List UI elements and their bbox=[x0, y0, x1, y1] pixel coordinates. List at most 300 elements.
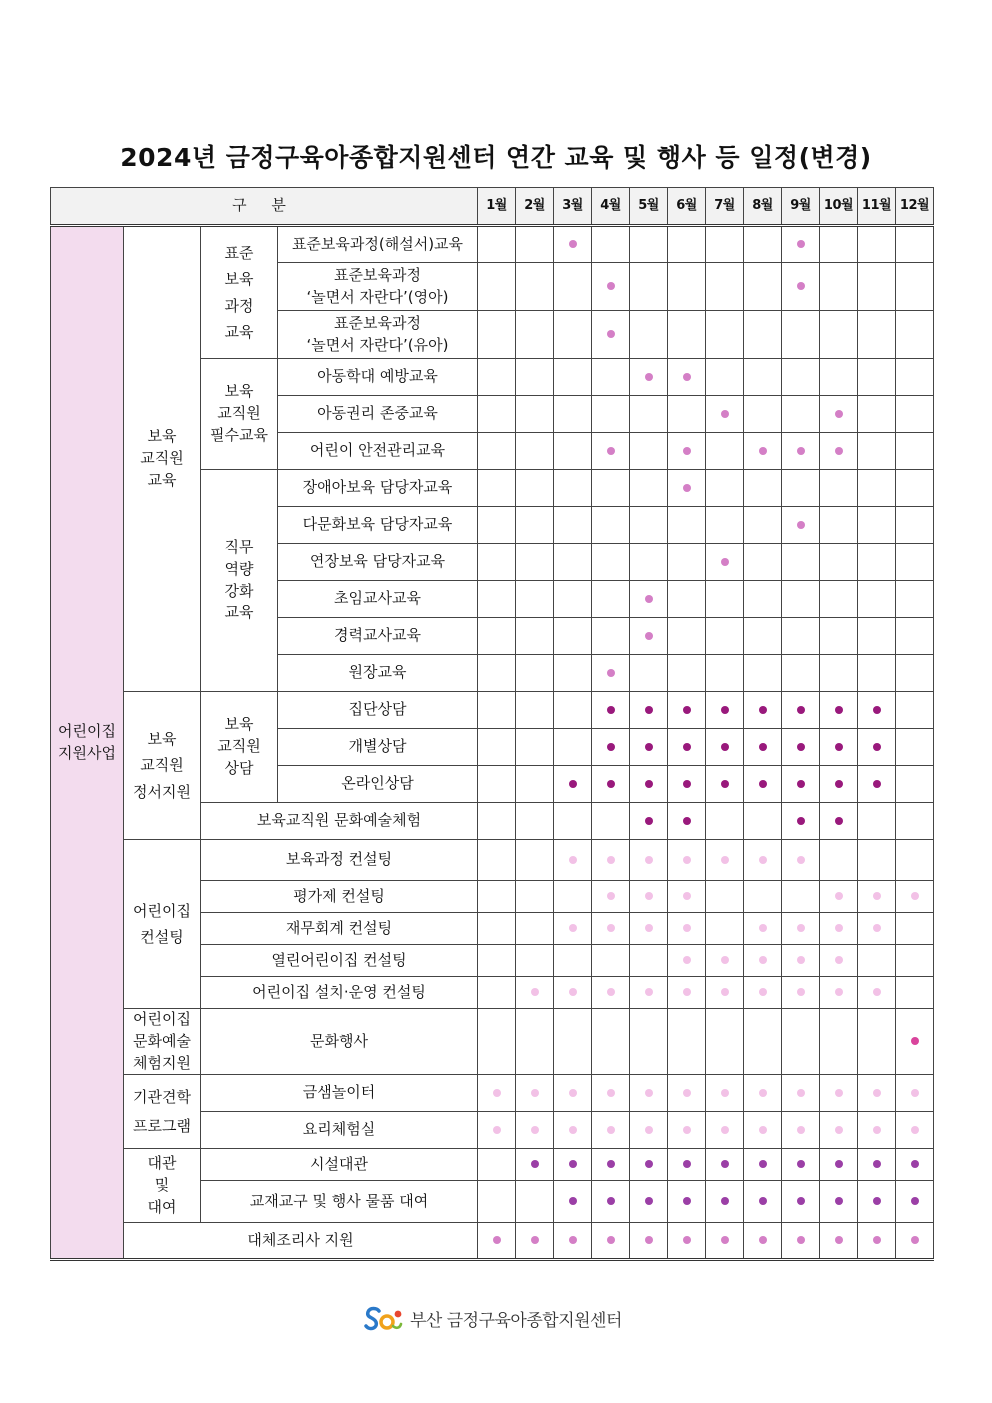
month-cell bbox=[478, 1009, 516, 1075]
month-cell bbox=[782, 433, 820, 470]
month-cell bbox=[478, 1223, 516, 1260]
month-cell bbox=[554, 433, 592, 470]
month-cell bbox=[820, 618, 858, 655]
month-cell bbox=[706, 655, 744, 692]
month-cell bbox=[744, 692, 782, 729]
schedule-dot-icon bbox=[569, 924, 577, 932]
schedule-dot-icon bbox=[683, 484, 691, 492]
month-cell bbox=[478, 311, 516, 359]
month-cell bbox=[858, 470, 896, 507]
month-cell bbox=[744, 840, 782, 881]
month-cell bbox=[858, 618, 896, 655]
month-header: 11월 bbox=[858, 188, 896, 226]
month-cell bbox=[516, 433, 554, 470]
month-cell bbox=[554, 544, 592, 581]
month-cell bbox=[896, 1181, 934, 1223]
schedule-dot-icon bbox=[607, 447, 615, 455]
month-cell bbox=[478, 1075, 516, 1112]
month-cell bbox=[592, 618, 630, 655]
schedule-dot-icon bbox=[835, 892, 843, 900]
month-cell bbox=[630, 359, 668, 396]
schedule-dot-icon bbox=[607, 1197, 615, 1205]
group-visit: 기관견학 프로그램 bbox=[124, 1075, 201, 1149]
row-label: 열린어린이집 컨설팅 bbox=[201, 945, 478, 977]
month-cell bbox=[858, 881, 896, 913]
month-cell bbox=[516, 311, 554, 359]
month-cell bbox=[896, 840, 934, 881]
month-cell bbox=[820, 433, 858, 470]
month-header: 2월 bbox=[516, 188, 554, 226]
month-cell bbox=[782, 913, 820, 945]
month-cell bbox=[668, 581, 706, 618]
schedule-dot-icon bbox=[645, 1126, 653, 1134]
month-cell bbox=[782, 581, 820, 618]
group-rent: 대관 및 대여 bbox=[124, 1149, 201, 1223]
month-cell bbox=[516, 263, 554, 311]
month-cell bbox=[782, 263, 820, 311]
month-cell bbox=[896, 581, 934, 618]
month-cell bbox=[744, 507, 782, 544]
month-cell bbox=[744, 881, 782, 913]
schedule-dot-icon bbox=[569, 780, 577, 788]
month-cell bbox=[554, 1149, 592, 1181]
month-cell bbox=[706, 1112, 744, 1149]
month-cell bbox=[706, 945, 744, 977]
month-cell bbox=[630, 1112, 668, 1149]
category-main: 어린이집 지원사업 bbox=[51, 226, 124, 1260]
month-cell bbox=[516, 692, 554, 729]
schedule-dot-icon bbox=[721, 1160, 729, 1168]
month-cell bbox=[630, 1149, 668, 1181]
schedule-dot-icon bbox=[835, 924, 843, 932]
month-cell bbox=[706, 470, 744, 507]
month-cell bbox=[820, 977, 858, 1009]
month-cell bbox=[516, 729, 554, 766]
month-cell bbox=[668, 544, 706, 581]
row-label: 아동권리 존중교육 bbox=[278, 396, 478, 433]
schedule-dot-icon bbox=[911, 1160, 919, 1168]
schedule-dot-icon bbox=[797, 447, 805, 455]
schedule-dot-icon bbox=[645, 988, 653, 996]
schedule-dot-icon bbox=[683, 1089, 691, 1097]
schedule-dot-icon bbox=[683, 956, 691, 964]
month-cell bbox=[630, 1009, 668, 1075]
schedule-dot-icon bbox=[759, 1160, 767, 1168]
month-cell bbox=[706, 1009, 744, 1075]
month-cell bbox=[478, 1112, 516, 1149]
month-cell bbox=[820, 507, 858, 544]
row-label: 표준보육과정(해설서)교육 bbox=[278, 226, 478, 263]
month-cell bbox=[782, 1181, 820, 1223]
month-cell bbox=[516, 766, 554, 803]
month-cell bbox=[592, 396, 630, 433]
schedule-dot-icon bbox=[835, 1089, 843, 1097]
schedule-dot-icon bbox=[797, 988, 805, 996]
schedule-dot-icon bbox=[683, 892, 691, 900]
month-cell bbox=[554, 507, 592, 544]
schedule-dot-icon bbox=[607, 743, 615, 751]
month-cell bbox=[630, 692, 668, 729]
month-header: 12월 bbox=[896, 188, 934, 226]
schedule-dot-icon bbox=[645, 1236, 653, 1244]
schedule-dot-icon bbox=[607, 282, 615, 290]
schedule-dot-icon bbox=[645, 632, 653, 640]
month-cell bbox=[706, 507, 744, 544]
month-cell bbox=[592, 881, 630, 913]
schedule-dot-icon bbox=[911, 1236, 919, 1244]
month-cell bbox=[478, 729, 516, 766]
table-row bbox=[51, 1149, 934, 1181]
month-cell bbox=[592, 263, 630, 311]
schedule-dot-icon bbox=[645, 595, 653, 603]
schedule-dot-icon bbox=[797, 956, 805, 964]
month-cell bbox=[744, 803, 782, 840]
month-cell bbox=[782, 881, 820, 913]
schedule-dot-icon bbox=[607, 1126, 615, 1134]
month-cell bbox=[896, 470, 934, 507]
schedule-dot-icon bbox=[759, 447, 767, 455]
month-cell bbox=[668, 766, 706, 803]
month-cell bbox=[820, 1009, 858, 1075]
schedule-dot-icon bbox=[911, 1126, 919, 1134]
schedule-dot-icon bbox=[797, 743, 805, 751]
month-cell bbox=[744, 1223, 782, 1260]
month-cell bbox=[782, 359, 820, 396]
schedule-dot-icon bbox=[607, 892, 615, 900]
month-cell bbox=[706, 1181, 744, 1223]
row-label: 연장보육 담당자교육 bbox=[278, 544, 478, 581]
month-cell bbox=[554, 581, 592, 618]
month-cell bbox=[858, 544, 896, 581]
month-cell bbox=[668, 945, 706, 977]
month-cell bbox=[896, 359, 934, 396]
schedule-dot-icon bbox=[493, 1089, 501, 1097]
schedule-dot-icon bbox=[759, 1197, 767, 1205]
month-cell bbox=[896, 618, 934, 655]
month-cell bbox=[630, 507, 668, 544]
month-cell bbox=[820, 840, 858, 881]
month-cell bbox=[820, 311, 858, 359]
month-cell bbox=[820, 881, 858, 913]
month-cell bbox=[592, 1181, 630, 1223]
month-cell bbox=[478, 226, 516, 263]
month-cell bbox=[820, 1223, 858, 1260]
schedule-dot-icon bbox=[759, 780, 767, 788]
month-cell bbox=[706, 913, 744, 945]
month-cell bbox=[630, 470, 668, 507]
row-label: 원장교육 bbox=[278, 655, 478, 692]
schedule-dot-icon bbox=[721, 1126, 729, 1134]
schedule-dot-icon bbox=[759, 743, 767, 751]
month-cell bbox=[668, 618, 706, 655]
month-cell bbox=[630, 1075, 668, 1112]
month-cell bbox=[516, 1112, 554, 1149]
row-label: 어린이집 설치·운영 컨설팅 bbox=[201, 977, 478, 1009]
row-label: 초임교사교육 bbox=[278, 581, 478, 618]
schedule-dot-icon bbox=[797, 240, 805, 248]
month-cell bbox=[592, 544, 630, 581]
schedule-dot-icon bbox=[797, 924, 805, 932]
schedule-dot-icon bbox=[683, 1236, 691, 1244]
month-cell bbox=[896, 766, 934, 803]
schedule-dot-icon bbox=[607, 669, 615, 677]
month-cell bbox=[820, 655, 858, 692]
month-cell bbox=[516, 581, 554, 618]
schedule-dot-icon bbox=[797, 1126, 805, 1134]
month-cell bbox=[478, 1181, 516, 1223]
schedule-dot-icon bbox=[683, 1126, 691, 1134]
group-counsel: 보육 교직원 상담 bbox=[201, 692, 278, 803]
month-cell bbox=[858, 1009, 896, 1075]
schedule-dot-icon bbox=[873, 1236, 881, 1244]
month-cell bbox=[782, 655, 820, 692]
month-cell bbox=[668, 729, 706, 766]
schedule-dot-icon bbox=[607, 924, 615, 932]
month-cell bbox=[858, 311, 896, 359]
schedule-dot-icon bbox=[759, 1236, 767, 1244]
schedule-dot-icon bbox=[835, 743, 843, 751]
month-cell bbox=[478, 881, 516, 913]
month-cell bbox=[744, 1075, 782, 1112]
month-cell bbox=[592, 692, 630, 729]
schedule-dot-icon bbox=[607, 706, 615, 714]
month-header: 4월 bbox=[592, 188, 630, 226]
schedule-dot-icon bbox=[683, 856, 691, 864]
month-cell bbox=[630, 803, 668, 840]
month-cell bbox=[706, 1223, 744, 1260]
month-cell bbox=[592, 945, 630, 977]
schedule-dot-icon bbox=[873, 924, 881, 932]
month-cell bbox=[516, 470, 554, 507]
schedule-dot-icon bbox=[835, 410, 843, 418]
month-cell bbox=[744, 433, 782, 470]
schedule-dot-icon bbox=[607, 780, 615, 788]
schedule-dot-icon bbox=[721, 1197, 729, 1205]
row-label: 보육교직원 문화예술체험 bbox=[201, 803, 478, 840]
schedule-dot-icon bbox=[607, 1236, 615, 1244]
month-cell bbox=[592, 655, 630, 692]
row-label: 경력교사교육 bbox=[278, 618, 478, 655]
month-cell bbox=[782, 840, 820, 881]
month-cell bbox=[516, 507, 554, 544]
group-arts: 어린이집 문화예술 체험지원 bbox=[124, 1009, 201, 1075]
month-cell bbox=[782, 977, 820, 1009]
month-cell bbox=[820, 692, 858, 729]
month-cell bbox=[896, 1112, 934, 1149]
schedule-dot-icon bbox=[797, 282, 805, 290]
month-cell bbox=[706, 359, 744, 396]
schedule-dot-icon bbox=[645, 1089, 653, 1097]
month-cell bbox=[782, 544, 820, 581]
schedule-dot-icon bbox=[797, 1197, 805, 1205]
schedule-dot-icon bbox=[569, 1197, 577, 1205]
month-cell bbox=[706, 311, 744, 359]
month-cell bbox=[896, 544, 934, 581]
schedule-dot-icon bbox=[493, 1126, 501, 1134]
month-cell bbox=[820, 766, 858, 803]
schedule-dot-icon bbox=[873, 988, 881, 996]
month-cell bbox=[554, 1075, 592, 1112]
month-cell bbox=[630, 1181, 668, 1223]
month-cell bbox=[554, 1181, 592, 1223]
month-cell bbox=[630, 655, 668, 692]
schedule-dot-icon bbox=[835, 447, 843, 455]
month-cell bbox=[516, 618, 554, 655]
month-cell bbox=[554, 1009, 592, 1075]
month-cell bbox=[820, 1149, 858, 1181]
month-cell bbox=[668, 1149, 706, 1181]
row-label: 집단상담 bbox=[278, 692, 478, 729]
schedule-dot-icon bbox=[835, 988, 843, 996]
month-cell bbox=[782, 766, 820, 803]
month-cell bbox=[706, 1149, 744, 1181]
month-cell bbox=[706, 840, 744, 881]
month-cell bbox=[630, 729, 668, 766]
schedule-dot-icon bbox=[873, 1089, 881, 1097]
row-label: 교재교구 및 행사 물품 대여 bbox=[201, 1181, 478, 1223]
month-cell bbox=[782, 1223, 820, 1260]
row-label: 장애아보육 담당자교육 bbox=[278, 470, 478, 507]
table-row bbox=[51, 226, 934, 263]
row-label: 문화행사 bbox=[201, 1009, 478, 1075]
month-cell bbox=[554, 263, 592, 311]
month-cell bbox=[896, 913, 934, 945]
row-label: 개별상담 bbox=[278, 729, 478, 766]
month-cell bbox=[896, 881, 934, 913]
month-cell bbox=[554, 1223, 592, 1260]
month-cell bbox=[554, 359, 592, 396]
schedule-dot-icon bbox=[683, 988, 691, 996]
schedule-dot-icon bbox=[797, 1089, 805, 1097]
schedule-dot-icon bbox=[873, 1160, 881, 1168]
month-cell bbox=[782, 1075, 820, 1112]
month-cell bbox=[896, 396, 934, 433]
month-cell bbox=[478, 618, 516, 655]
month-cell bbox=[516, 945, 554, 977]
schedule-dot-icon bbox=[569, 1160, 577, 1168]
month-cell bbox=[782, 396, 820, 433]
month-header: 8월 bbox=[744, 188, 782, 226]
month-cell bbox=[630, 618, 668, 655]
month-cell bbox=[706, 226, 744, 263]
month-cell bbox=[706, 581, 744, 618]
header-gubun: 구 분 bbox=[51, 188, 478, 226]
month-cell bbox=[668, 977, 706, 1009]
schedule-dot-icon bbox=[645, 1160, 653, 1168]
month-cell bbox=[516, 977, 554, 1009]
schedule-dot-icon bbox=[873, 892, 881, 900]
month-cell bbox=[820, 945, 858, 977]
month-cell bbox=[706, 618, 744, 655]
month-cell bbox=[706, 544, 744, 581]
month-cell bbox=[478, 945, 516, 977]
schedule-dot-icon bbox=[873, 1126, 881, 1134]
schedule-dot-icon bbox=[759, 956, 767, 964]
month-cell bbox=[820, 226, 858, 263]
month-cell bbox=[896, 945, 934, 977]
schedule-dot-icon bbox=[835, 780, 843, 788]
schedule-dot-icon bbox=[759, 1126, 767, 1134]
schedule-dot-icon bbox=[797, 817, 805, 825]
month-cell bbox=[744, 1009, 782, 1075]
schedule-dot-icon bbox=[911, 1089, 919, 1097]
month-cell bbox=[478, 803, 516, 840]
month-cell bbox=[592, 1223, 630, 1260]
schedule-dot-icon bbox=[569, 856, 577, 864]
month-cell bbox=[896, 311, 934, 359]
month-cell bbox=[782, 507, 820, 544]
schedule-dot-icon bbox=[797, 706, 805, 714]
month-header: 10월 bbox=[820, 188, 858, 226]
schedule-dot-icon bbox=[835, 956, 843, 964]
month-cell bbox=[630, 263, 668, 311]
month-cell bbox=[478, 263, 516, 311]
month-cell bbox=[858, 977, 896, 1009]
schedule-dot-icon bbox=[645, 1197, 653, 1205]
month-cell bbox=[668, 1181, 706, 1223]
month-cell bbox=[858, 433, 896, 470]
month-cell bbox=[858, 581, 896, 618]
header-row bbox=[51, 188, 934, 226]
month-cell bbox=[706, 396, 744, 433]
schedule-dot-icon bbox=[835, 1126, 843, 1134]
month-cell bbox=[592, 507, 630, 544]
schedule-dot-icon bbox=[759, 856, 767, 864]
month-cell bbox=[516, 803, 554, 840]
schedule-dot-icon bbox=[835, 1197, 843, 1205]
month-cell bbox=[592, 226, 630, 263]
month-cell bbox=[592, 581, 630, 618]
month-cell bbox=[858, 766, 896, 803]
row-label: 시설대관 bbox=[201, 1149, 478, 1181]
month-cell bbox=[516, 226, 554, 263]
month-cell bbox=[516, 881, 554, 913]
month-cell bbox=[630, 1223, 668, 1260]
month-cell bbox=[592, 977, 630, 1009]
schedule-dot-icon bbox=[683, 1160, 691, 1168]
schedule-dot-icon bbox=[759, 924, 767, 932]
month-cell bbox=[630, 581, 668, 618]
month-cell bbox=[896, 263, 934, 311]
month-cell bbox=[820, 1112, 858, 1149]
month-cell bbox=[744, 1149, 782, 1181]
group-edu: 보육 교직원 교육 bbox=[124, 226, 201, 692]
month-cell bbox=[554, 1112, 592, 1149]
schedule-dot-icon bbox=[569, 1089, 577, 1097]
month-cell bbox=[896, 977, 934, 1009]
row-label: 다문화보육 담당자교육 bbox=[278, 507, 478, 544]
row-label: 아동학대 예방교육 bbox=[278, 359, 478, 396]
schedule-dot-icon bbox=[873, 1197, 881, 1205]
month-cell bbox=[592, 1075, 630, 1112]
schedule-dot-icon bbox=[607, 1089, 615, 1097]
schedule-dot-icon bbox=[531, 988, 539, 996]
month-cell bbox=[858, 692, 896, 729]
month-cell bbox=[630, 433, 668, 470]
month-cell bbox=[668, 692, 706, 729]
month-cell bbox=[706, 692, 744, 729]
schedule-dot-icon bbox=[835, 1160, 843, 1168]
month-cell bbox=[820, 729, 858, 766]
schedule-dot-icon bbox=[721, 956, 729, 964]
month-cell bbox=[668, 311, 706, 359]
schedule-dot-icon bbox=[531, 1160, 539, 1168]
month-cell bbox=[554, 692, 592, 729]
month-cell bbox=[706, 766, 744, 803]
month-cell bbox=[592, 359, 630, 396]
row-label: 어린이 안전관리교육 bbox=[278, 433, 478, 470]
month-cell bbox=[630, 226, 668, 263]
